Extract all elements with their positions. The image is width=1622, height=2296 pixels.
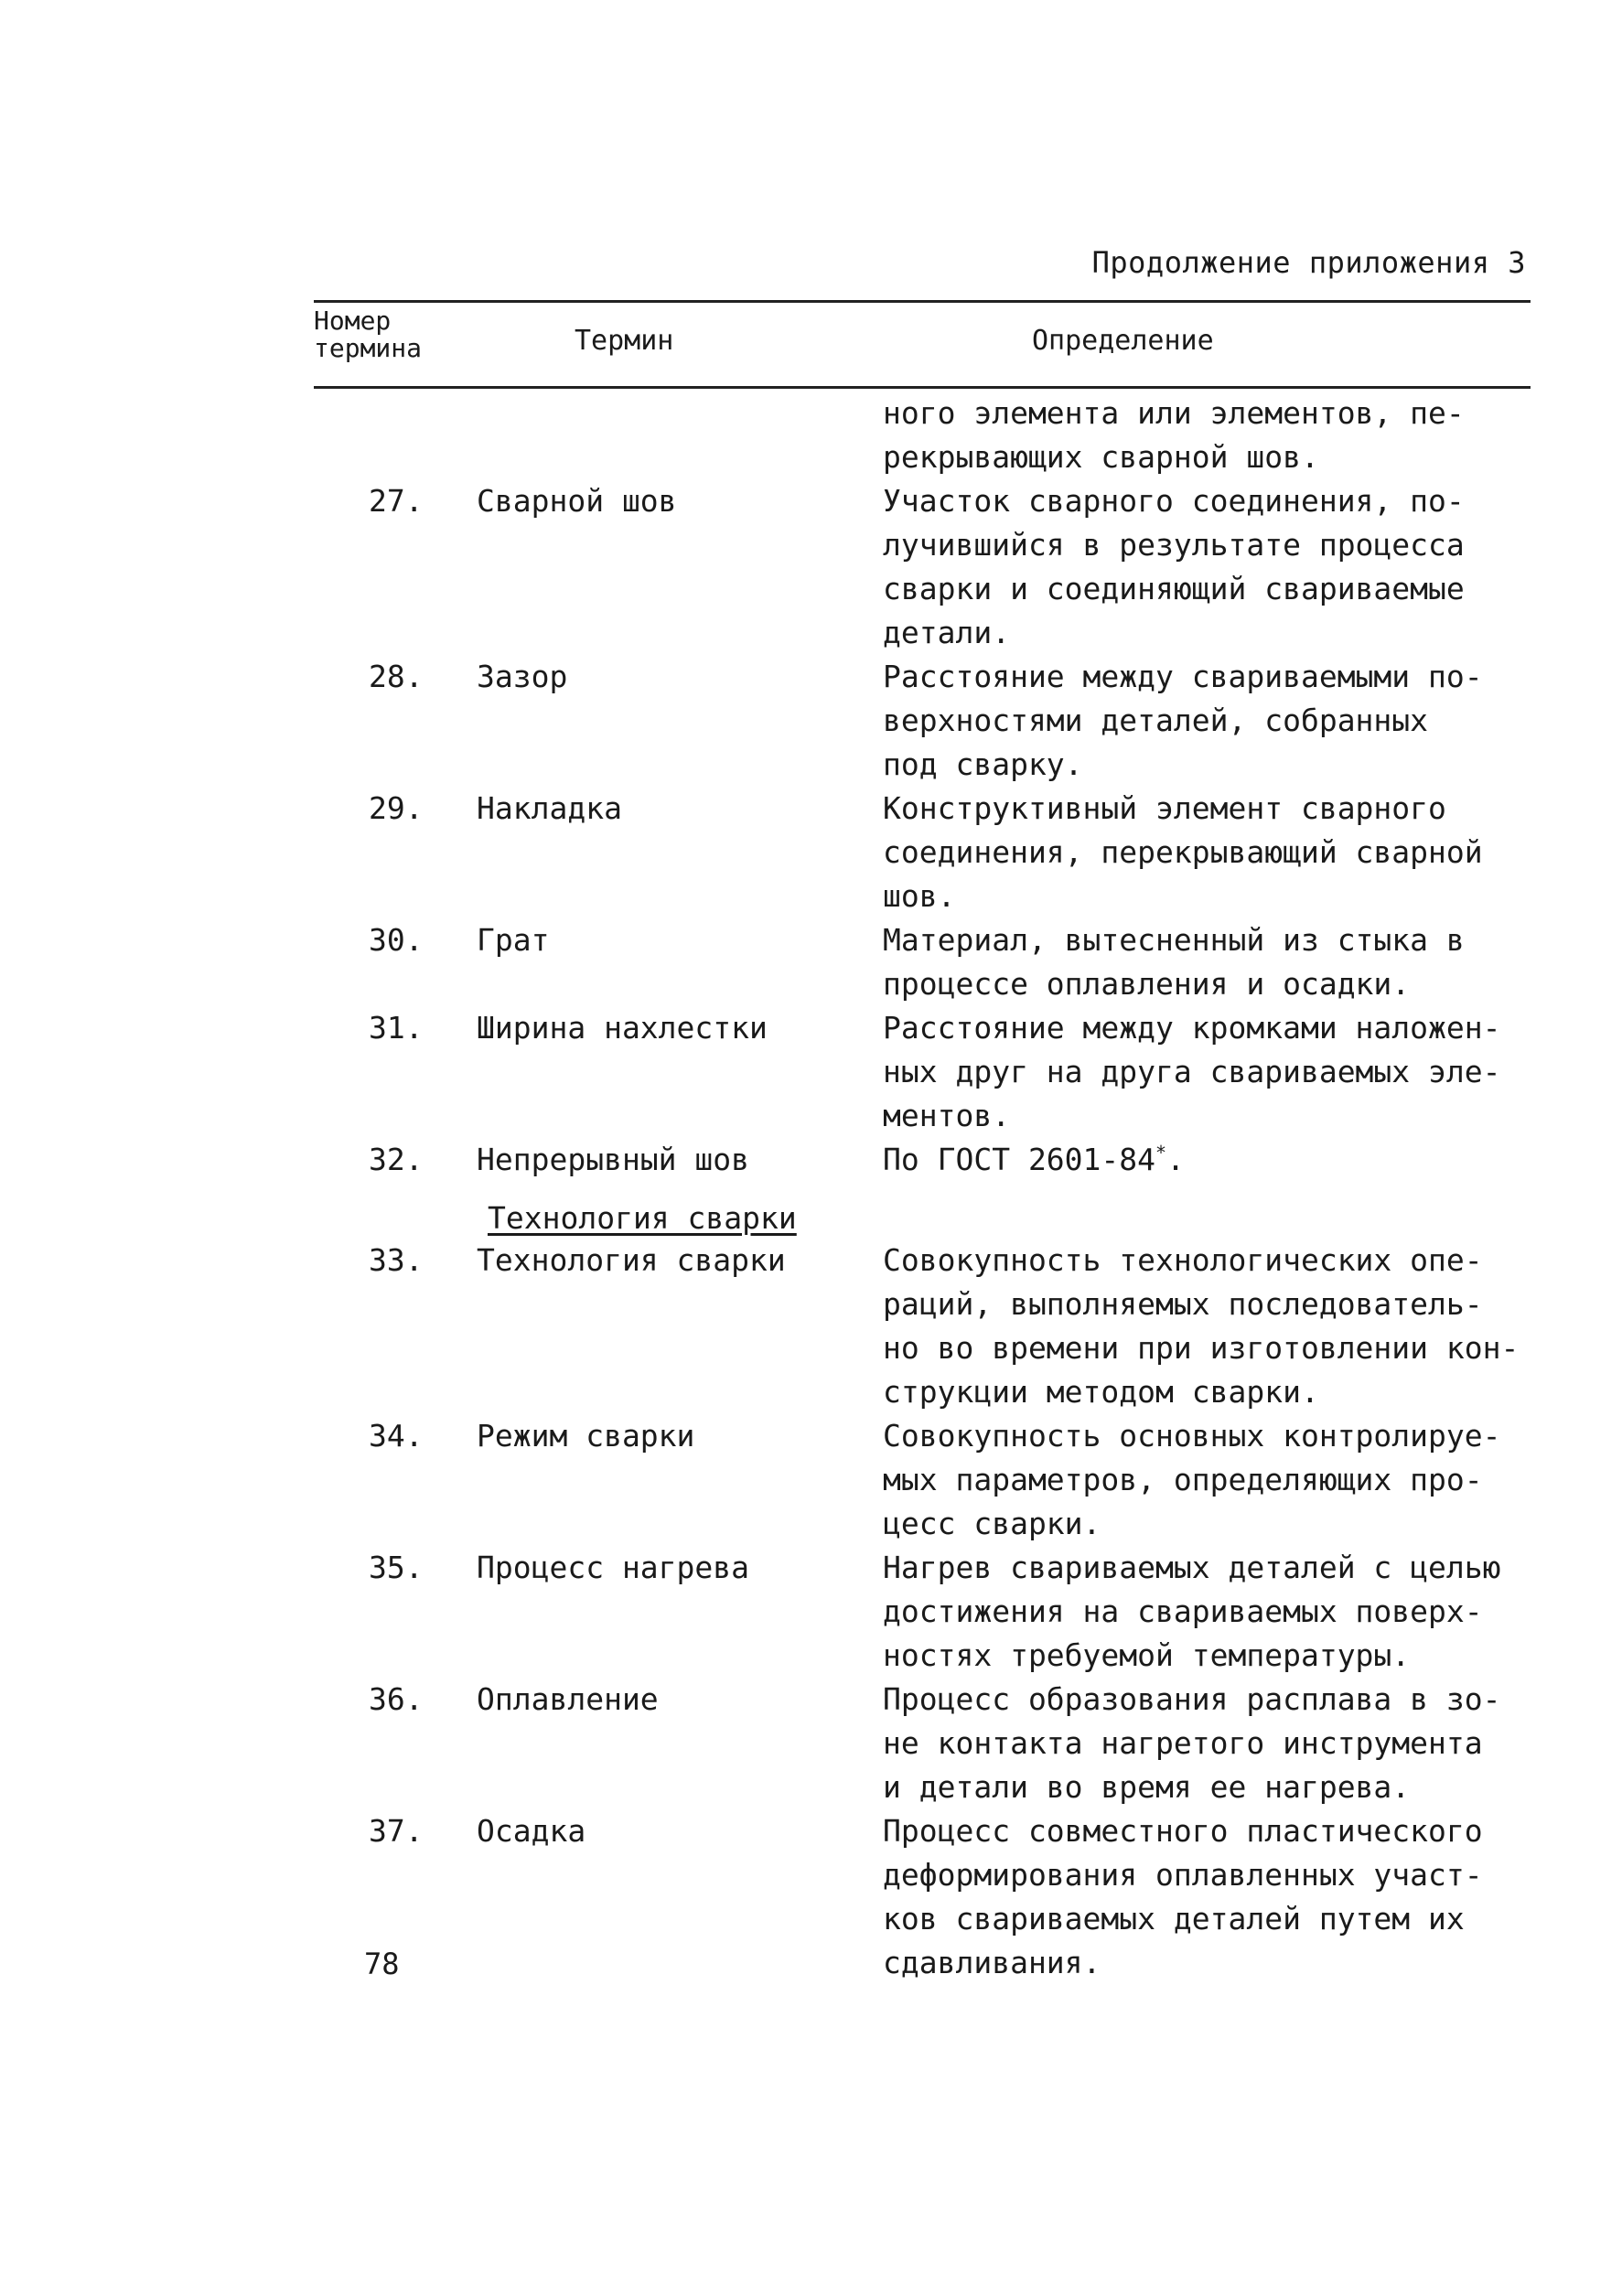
term-definition: Совокупность основных контролируе- мых параметров, определяющих про- цесс сварки. — [883, 1418, 1501, 1541]
term-definition: Нагрев свариваемых деталей с целью достижения на свариваемых поверх- ностях требуемой температуры. — [883, 1550, 1501, 1673]
term-name: Зазор — [477, 659, 568, 694]
term-name: Грат — [477, 922, 550, 958]
term-definition: Совокупность технологических опе- раций, выполняемых последователь- но во времени при изготовлении кон- струкции методом сварки. — [883, 1242, 1520, 1410]
term-number: 34. — [369, 1418, 424, 1454]
term-name: Процесс нагрева — [477, 1550, 750, 1585]
term-definition: Участок сварного соединения, по- лучившийся в результате процесса сварки и соединяющий свариваемые детали. — [883, 483, 1465, 650]
header-number: Номер термина — [314, 306, 423, 363]
appendix-caption: Продолжение приложения 3 — [1091, 245, 1526, 280]
term-name: Ширина нахлестки — [477, 1010, 768, 1046]
term-definition: Расстояние между свариваемыми по- верхностями деталей, собранных под сварку. — [883, 659, 1483, 782]
term-number: 33. — [369, 1242, 424, 1278]
header-definition: Определение — [1032, 325, 1214, 357]
page-number: 78 — [364, 1947, 400, 1981]
term-rows-group-b — [314, 1239, 1531, 1985]
term-row — [314, 1809, 1531, 1985]
term-row — [314, 918, 1531, 1006]
term-name: Сварной шов — [477, 483, 677, 519]
term-row — [314, 1678, 1531, 1809]
term-definition: Материал, вытесненный из стыка в процессе оплавления и осадки. — [883, 922, 1465, 1002]
term-number: 30. — [369, 922, 424, 958]
continued-definition: ного элемента или элементов, пе- рекрывающих сварной шов. — [883, 395, 1465, 475]
term-rows-group-a — [314, 479, 1531, 1138]
term-number: 37. — [369, 1813, 424, 1849]
term-row — [314, 479, 1531, 655]
term-number: 28. — [369, 659, 424, 694]
terms-table — [314, 392, 1531, 1985]
term-row — [314, 1239, 1531, 1414]
footnote-mark: * — [1155, 1142, 1167, 1164]
term-number: 31. — [369, 1010, 424, 1046]
term-row — [314, 1546, 1531, 1678]
definition-end: . — [1166, 1142, 1185, 1177]
term-name: Технология сварки — [477, 1242, 786, 1278]
term-definition: Расстояние между кромками наложен- ных друг на друга свариваемых эле- ментов. — [883, 1010, 1501, 1133]
term-row — [314, 1138, 1531, 1182]
term-row — [314, 787, 1531, 918]
term-number: 29. — [369, 790, 424, 826]
term-definition — [883, 1138, 1531, 1182]
term-row — [314, 1006, 1531, 1138]
term-definition: Конструктивный элемент сварного соединения, перекрывающий сварной шов. — [883, 790, 1483, 914]
term-name: Осадка — [477, 1813, 586, 1849]
term-number: 32. — [369, 1142, 424, 1177]
term-name: Непрерывный шов — [477, 1142, 750, 1177]
term-definition: Процесс совместного пластического деформирования оплавленных участ- ков свариваемых деталей путем их сдавливания. — [883, 1813, 1483, 1980]
term-definition: Процесс образования расплава в зо- не контакта нагретого инструмента и детали во время ее нагрева. — [883, 1681, 1501, 1805]
term-number: 36. — [369, 1681, 424, 1717]
term-name: Оплавление — [477, 1681, 659, 1717]
term-number: 27. — [369, 483, 424, 519]
table-top-rule — [314, 300, 1531, 303]
term-row — [314, 1414, 1531, 1546]
table-header-rule — [314, 386, 1531, 389]
section-heading: Технология сварки — [488, 1200, 797, 1236]
term-name: Накладка — [477, 790, 622, 826]
term-name: Режим сварки — [477, 1418, 695, 1454]
header-term: Термин — [575, 325, 674, 357]
term-number: 35. — [369, 1550, 424, 1585]
definition-text: По ГОСТ 2601-84 — [883, 1142, 1156, 1177]
term-row — [314, 655, 1531, 787]
